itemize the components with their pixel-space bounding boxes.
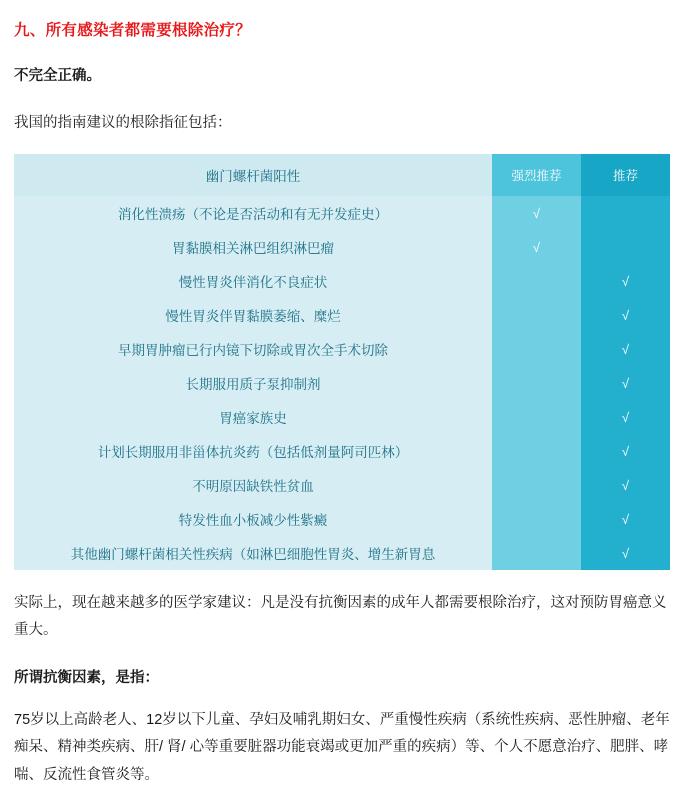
- cell-recommend: √: [581, 366, 670, 400]
- cell-indication: 消化性溃疡（不论是否活动和有无并发症史）: [14, 196, 492, 230]
- cell-recommend: √: [581, 434, 670, 468]
- cell-indication: 计划长期服用非甾体抗炎药（包括低剂量阿司匹林）: [14, 434, 492, 468]
- table-row: [14, 264, 670, 298]
- cell-recommend: [581, 196, 670, 230]
- indications-table: [14, 154, 670, 570]
- cell-strong-recommend: [492, 366, 581, 400]
- table-row: [14, 332, 670, 366]
- table-row: [14, 536, 670, 570]
- cell-recommend: √: [581, 264, 670, 298]
- cell-recommend: √: [581, 400, 670, 434]
- cell-strong-recommend: [492, 502, 581, 536]
- cell-strong-recommend: [492, 264, 581, 298]
- cell-recommend: [581, 230, 670, 264]
- column-header-indication: 幽门螺杆菌阳性: [14, 154, 492, 196]
- cell-recommend: √: [581, 468, 670, 502]
- table-row: [14, 468, 670, 502]
- cell-strong-recommend: [492, 400, 581, 434]
- cell-indication: 特发性血小板减少性紫癜: [14, 502, 492, 536]
- table-head: [14, 154, 670, 196]
- cell-recommend: √: [581, 502, 670, 536]
- cell-indication: 慢性胃炎伴消化不良症状: [14, 264, 492, 298]
- cell-strong-recommend: [492, 434, 581, 468]
- table-row: [14, 298, 670, 332]
- cell-strong-recommend: [492, 332, 581, 366]
- answer-summary: 不完全正确。: [14, 68, 101, 84]
- cell-indication: 胃黏膜相关淋巴组织淋巴瘤: [14, 230, 492, 264]
- cell-indication: 长期服用质子泵抑制剂: [14, 366, 492, 400]
- cell-indication: 早期胃肿瘤已行内镜下切除或胃次全手术切除: [14, 332, 492, 366]
- cell-indication: 胃癌家族史: [14, 400, 492, 434]
- cell-strong-recommend: [492, 468, 581, 502]
- cell-recommend: √: [581, 536, 670, 570]
- subheading-counter-factors: 所谓抗衡因素，是指：: [14, 669, 159, 686]
- column-header-strong-recommend: 强烈推荐: [492, 154, 581, 196]
- indications-table-wrapper: [14, 154, 670, 570]
- table-header-row: [14, 154, 670, 196]
- table-row: [14, 502, 670, 536]
- cell-strong-recommend: [492, 298, 581, 332]
- paragraph-counter-factors: 75岁以上高龄老人、12岁以下儿童、孕妇及哺乳期妇女、严重慢性疾病（系统性疾病、恶性肿瘤、老年痴呆、精神类疾病、肝/ 肾/ 心等重要脏器功能衰竭或更加严重的疾病）等、个人不愿意治疗、肥胖、哮喘、反流性食管炎等。: [14, 711, 670, 783]
- cell-indication: 其他幽门螺杆菌相关性疾病（如淋巴细胞性胃炎、增生新胃息: [14, 536, 492, 570]
- cell-strong-recommend: √: [492, 230, 581, 264]
- page-title: 九、所有感染者都需要根除治疗？: [14, 22, 252, 39]
- table-row: [14, 196, 670, 230]
- lead-paragraph: 我国的指南建议的根除指征包括：: [14, 115, 232, 131]
- cell-strong-recommend: √: [492, 196, 581, 230]
- cell-recommend: √: [581, 332, 670, 366]
- paragraph-after-table: 实际上，现在越来越多的医学家建议：凡是没有抗衡因素的成年人都需要根除治疗，这对预防胃癌意义重大。: [14, 595, 667, 638]
- table-body: [14, 196, 670, 570]
- cell-strong-recommend: [492, 536, 581, 570]
- table-row: [14, 230, 670, 264]
- column-header-recommend: 推荐: [581, 154, 670, 196]
- table-row: [14, 366, 670, 400]
- cell-indication: 不明原因缺铁性贫血: [14, 468, 492, 502]
- table-row: [14, 434, 670, 468]
- cell-indication: 慢性胃炎伴胃黏膜萎缩、糜烂: [14, 298, 492, 332]
- cell-recommend: √: [581, 298, 670, 332]
- table-row: [14, 400, 670, 434]
